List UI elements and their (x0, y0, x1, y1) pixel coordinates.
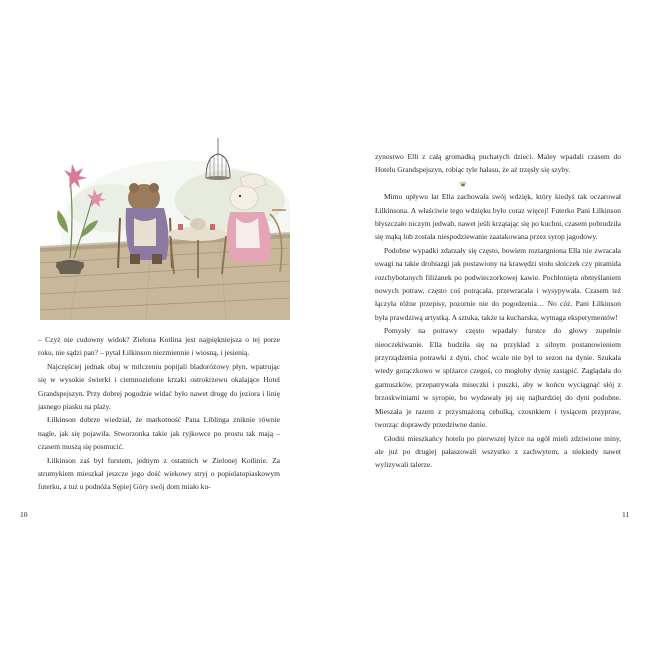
page-number: 10 (20, 510, 28, 519)
tea-party-illustration (40, 138, 290, 320)
right-page (325, 0, 650, 650)
paragraph: Głodni mieszkańcy hotelu po pierwszej łyżce na ogół mieli zdziwione miny, ale już po drugiej pałaszowali wszystko z zachwytem, a niekiedy nawet wylizywali talerze. (375, 433, 621, 470)
left-page-text (38, 333, 280, 494)
paragraph: Podobne wypadki zdarzały się często, bowiem roztargniona Ella nie zwracała uwagi na takie drobiazgi jak postawiony na krawędzi stołu słoiczek czy piramida rozchybotanych filiżanek po podwieczorkowej kawie. Pochłonięta obmyślaniem nowych potraw, często coś potrącała, przewracała i wysypywała. Czasem też łączyła różne przepisy, pozornie nie do pogodzenia… No cóż. Pani Łilkinson była prawdziwą artystką. A sztuka, także ta kucharska, wymaga eksperymentów! (375, 245, 621, 322)
paragraph: Łilkinson zaś był furstem, jednym z ostatnich w Zielonej Kotlinie. Za strumykiem mieszkał jeszcze jego dość wiekowy stryj o popielatopiaskowym futerku, a tuż u podnóża Sępiej Góry swój dom miało ku- (38, 455, 280, 492)
page-number: 11 (622, 510, 630, 519)
paragraph: Łilkinson dobrze wiedział, że markotność Pana Liblinga zniknie równie nagle, jak się pojawiła. Stworzonka takie jak ryjkowce po prostu tak mają – czasem muszą się posmucić. (38, 415, 280, 452)
right-page-text (375, 150, 621, 472)
paragraph: zynostwo Elli z całą gromadką puchatych dzieci. Maley wpadali czasem do Hotelu Grandspejszyn, robiąc tyle hałasu, że aż trzęsły się szyby. (375, 152, 621, 175)
paragraph: Pomysły na potrawy często wpadały furstce do głowy zupełnie nieoczekiwanie. Ella budziła się na przykład z silnym postanowieniem przyrządzenia potrawki z dyni, choć wcale nie był to sezon na dynie. Szukała wtedy gorączkowo w spiżarce czegoś, co mogłoby dynię zastąpić. Zaglądała do garnuszków, przepatrywała miseczki i puszki, aby w końcu wyciągnąć słój z brzoskwiniami w syropie, bo wydawały jej się najbardziej do dyni podobne. Mieszała je razem z przysmażoną cebulką, czosnkiem i tysiącem przypraw, tworząc doprawdy przedziwne danie. (375, 326, 621, 430)
paragraph: – Czyż nie cudowny widok? Zielona Kotlina jest najpiękniejsza o tej porze roku, nie sądzi pan? – pytał Łilkinson niezmiennie i wiosną, i jesienią. (38, 335, 280, 358)
paragraph: Najczęściej jednak obaj w milczeniu popijali bladoróżowy płyn, wpatrując się w wysokie świerki i ciemnozielone krzaki ostrokrzewu okalające Hotel Grandspejszyn. Przy dobrej pogodzie widać było nawet drogę do jeziora i linię jasnego piasku na plaży. (38, 361, 280, 412)
paragraph: Mimo upływu lat Ella zachowała swój wdzięk, który kiedyś tak oczarował Łilkinsona. A właściwie tego wdzięku było coraz więcej! Futerko Pani Łilkinson błyszczało niczym jedwab, nawet jeśli krzątając się po kuchni, czasem pobrudziła się mąką lub została niespodziewanie zaatakowana przez syrop jagodowy. (375, 192, 621, 242)
